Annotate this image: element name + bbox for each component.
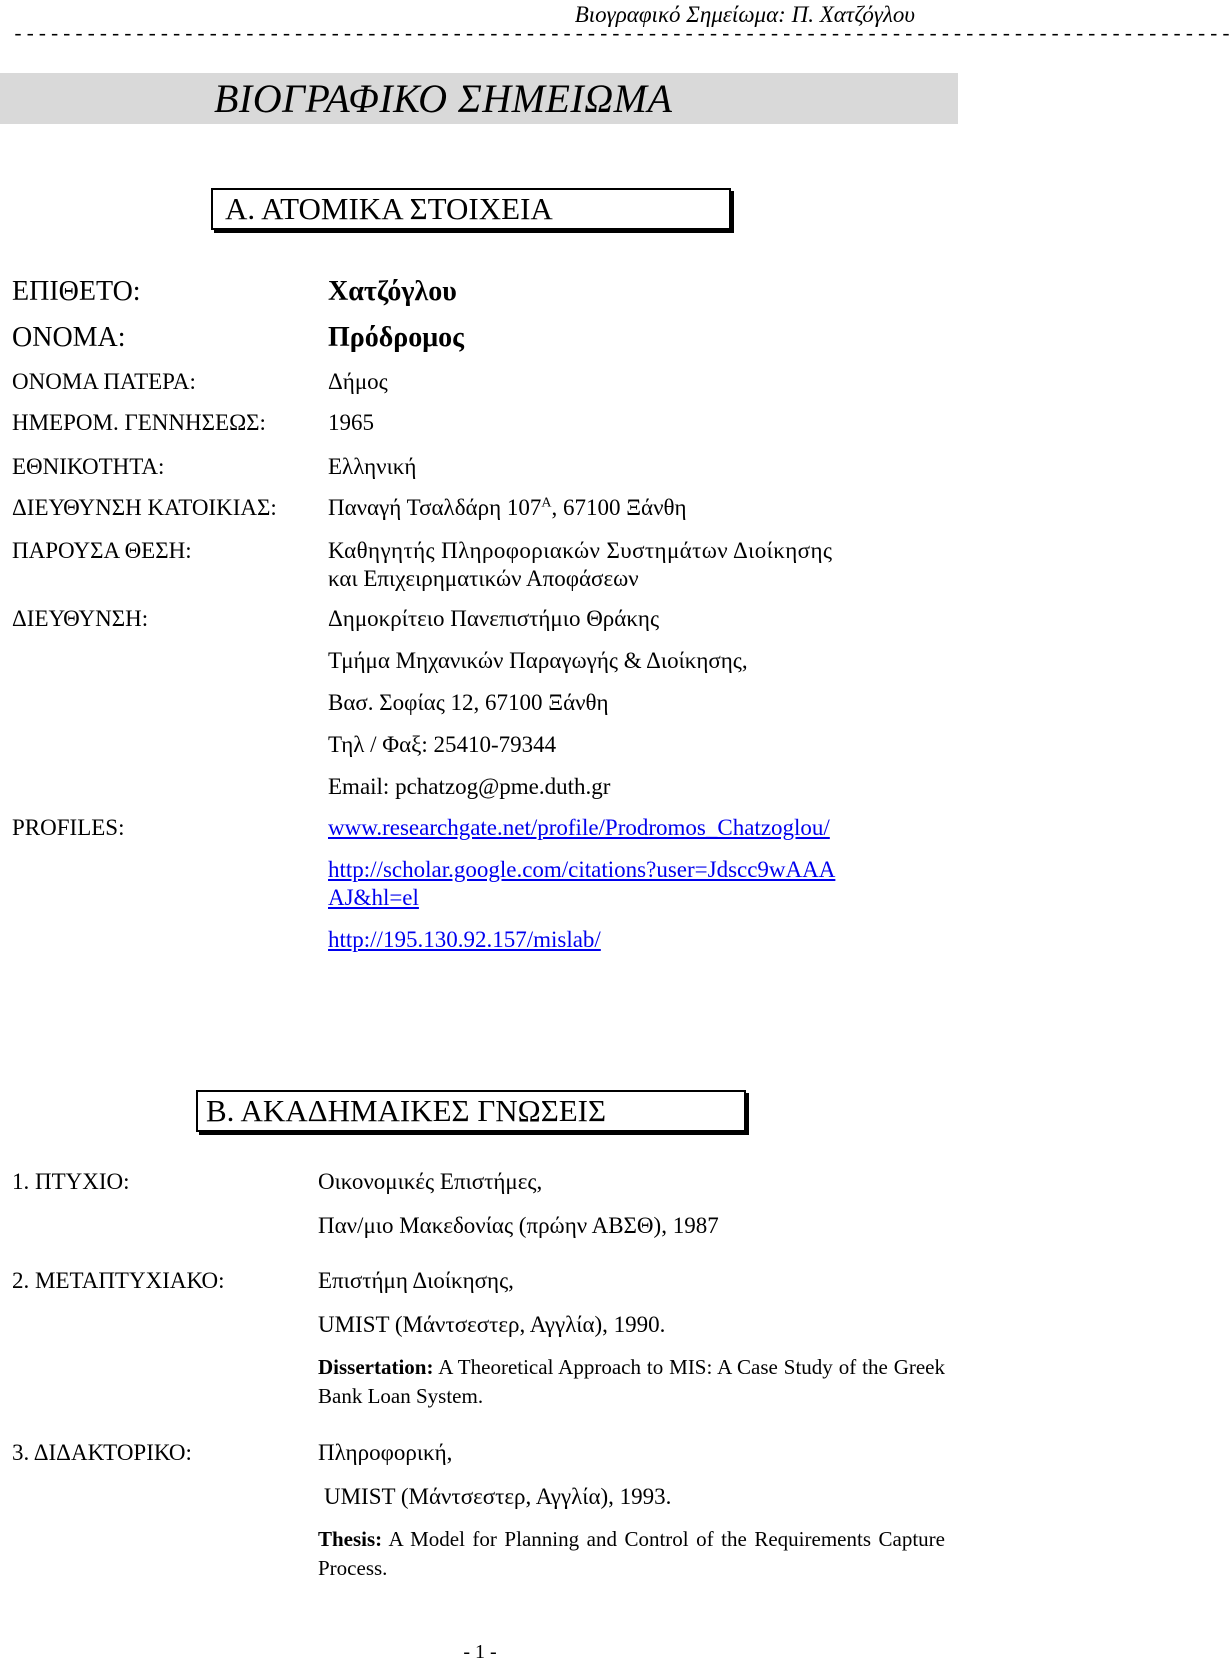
father-value: Δήμος (328, 369, 388, 394)
google-scholar-link[interactable]: http://scholar.google.com/citations?user=Jdscc9wAAA (328, 857, 836, 882)
header-separator: ---------------------------------------------------------------------------------------------------- (12, 24, 1232, 47)
work-address-line: Τμήμα Μηχανικών Παραγωγής & Διοίκησης, (328, 648, 748, 673)
work-address-line: Δημοκρίτειο Πανεπιστήμιο Θράκης (328, 606, 660, 631)
position-label: ΠΑΡΟΥΣΑ ΘΕΣΗ: (12, 538, 192, 563)
profiles-label: PROFILES: (12, 815, 125, 840)
birth-value: 1965 (328, 410, 374, 435)
dissertation-label: Dissertation: (318, 1355, 434, 1379)
degree-label: 2. ΜΕΤΑΠΤΥΧΙΑΚΟ: (12, 1268, 225, 1293)
phone-fax: Τηλ / Φαξ: 25410-79344 (328, 732, 557, 757)
surname-value: Χατζόγλου (328, 276, 457, 307)
running-header: Βιογραφικό Σημείωμα: Π. Χατζόγλου (574, 2, 915, 27)
degree-label: 3. ΔΙΔΑΚΤΟΡΙΚΟ: (12, 1440, 192, 1465)
father-label: ΟΝΟΜΑ ΠΑΤΕΡΑ: (12, 369, 196, 394)
degree-label: 1. ΠΤΥΧΙΟ: (12, 1169, 130, 1194)
position-line-2: και Επιχειρηματικών Αποφάσεων (328, 566, 639, 591)
home-city: , 67100 Ξάνθη (551, 495, 687, 520)
home-street: Παναγή Τσαλδάρη 107 (328, 495, 542, 520)
birth-label: ΗΜΕΡΟΜ. ΓΕΝΝΗΣΕΩΣ: (12, 410, 266, 435)
name-value: Πρόδρομος (328, 322, 464, 353)
section-a-heading-box (211, 188, 731, 230)
degree-institution: UMIST (Μάντσεστερ, Αγγλία), 1993. (324, 1484, 672, 1509)
work-address-line: Βασ. Σοφίας 12, 67100 Ξάνθη (328, 690, 609, 715)
page-number: - 1 - (463, 1641, 497, 1663)
surname-label: ΕΠΙΘΕΤΟ: (12, 276, 141, 307)
dissertation-title: A Theoretical Approach to MIS: A Case Study of the Greek Bank Loan System. (318, 1355, 945, 1408)
mislab-link[interactable]: http://195.130.92.157/mislab/ (328, 927, 601, 952)
researchgate-link[interactable]: www.researchgate.net/profile/Prodromos_Chatzoglou/ (328, 815, 830, 840)
section-b-heading-box (196, 1090, 746, 1132)
thesis-label: Thesis: (318, 1527, 383, 1551)
home-number-superscript: Α (541, 495, 552, 511)
work-address-label: ΔΙΕΥΘΥΝΣΗ: (12, 606, 149, 631)
dissertation-note (318, 1353, 945, 1411)
google-scholar-link-continued[interactable]: AJ&hl=el (328, 885, 419, 910)
degree-field: Οικονομικές Επιστήμες, (318, 1169, 543, 1194)
thesis-title: A Model for Planning and Control of the Requirements Capture Process. (318, 1527, 945, 1580)
home-address-value (328, 495, 687, 521)
document-title: ΒΙΟΓΡΑΦΙΚΟ ΣΗΜΕΙΩΜΑ (214, 76, 673, 121)
title-band (0, 73, 958, 124)
degree-institution: Παν/μιο Μακεδονίας (πρώην ΑΒΣΘ), 1987 (318, 1213, 719, 1238)
degree-field: Επιστήμη Διοίκησης, (318, 1268, 514, 1293)
home-address-label: ΔΙΕΥΘΥΝΣΗ ΚΑΤΟΙΚΙΑΣ: (12, 495, 277, 520)
position-line-1: Καθηγητής Πληροφοριακών Συστημάτων Διοίκησης (328, 538, 833, 563)
degree-institution: UMIST (Μάντσεστερ, Αγγλία), 1990. (318, 1312, 666, 1337)
section-b-heading: Β. ΑΚΑΔΗΜΑΙΚΕΣ ΓΝΩΣΕΙΣ (206, 1093, 607, 1128)
name-label: ΟΝΟΜΑ: (12, 322, 126, 353)
email: Email: pchatzog@pme.duth.gr (328, 774, 611, 799)
degree-field: Πληροφορική, (318, 1440, 453, 1465)
thesis-note (318, 1525, 945, 1583)
nationality-value: Ελληνική (328, 454, 417, 479)
section-a-heading: Α. ΑΤΟΜΙΚΑ ΣΤΟΙΧΕΙΑ (225, 191, 553, 226)
nationality-label: ΕΘΝΙΚΟΤΗΤΑ: (12, 454, 165, 479)
